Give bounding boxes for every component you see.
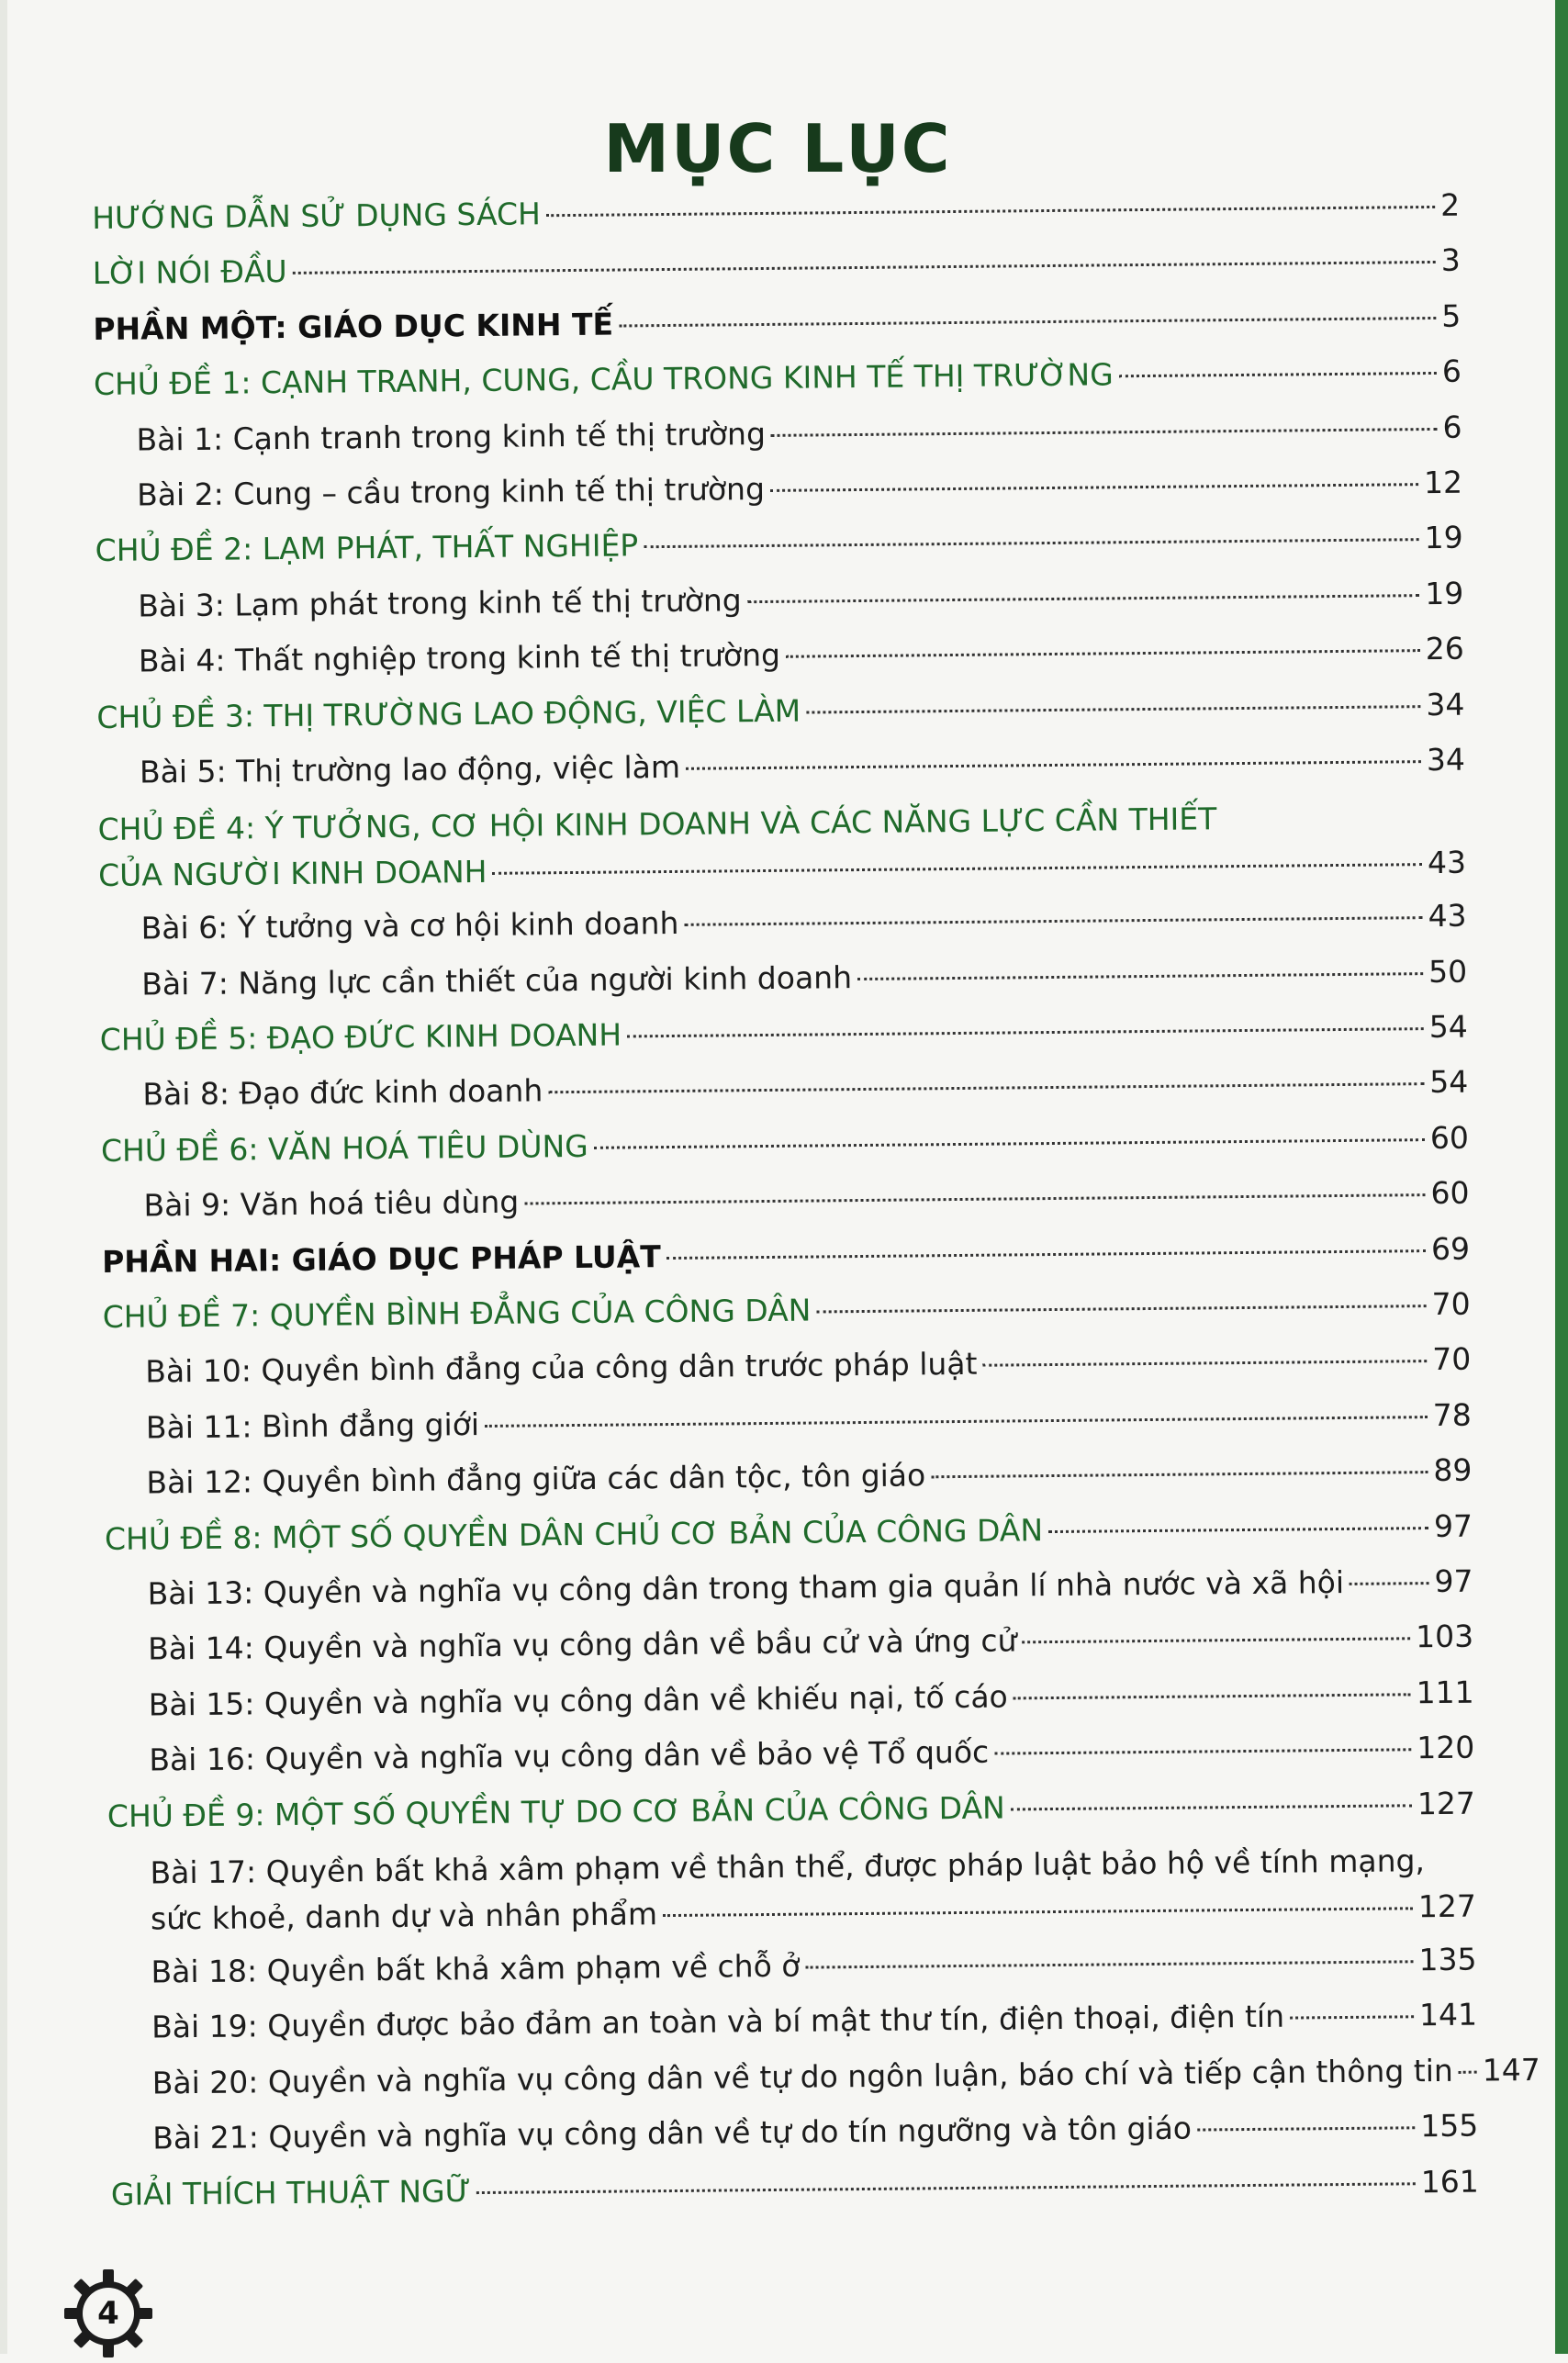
toc-entry-label: Bài 3: Lạm phát trong kinh tế thị trường bbox=[138, 581, 742, 624]
toc-entry-page: 54 bbox=[1429, 1064, 1469, 1101]
page-number: 4 bbox=[97, 2295, 119, 2332]
toc-entry-page: 135 bbox=[1418, 1941, 1477, 1978]
toc-entry-label: Bài 21: Quyền và nghĩa vụ công dân về tự do tín ngưỡng và tôn giáo bbox=[152, 2110, 1193, 2156]
toc-entry-label: Bài 8: Đạo đức kinh doanh bbox=[142, 1072, 543, 1113]
dot-leader bbox=[644, 538, 1418, 548]
toc-entry-label: CHỦ ĐỀ 7: QUYỀN BÌNH ĐẲNG CỦA CÔNG DÂN bbox=[102, 1292, 812, 1335]
toc-entry-page: 155 bbox=[1420, 2107, 1479, 2145]
toc-entry-label: Bài 1: Cạnh tranh trong kinh tế thị trường bbox=[136, 415, 767, 458]
toc-entry-page: 5 bbox=[1441, 297, 1462, 334]
toc-entry-page: 103 bbox=[1415, 1618, 1474, 1655]
toc-entry-label: Bài 12: Quyền bình đẳng giữa các dân tộc, tôn giáo bbox=[146, 1457, 926, 1501]
toc-entry-label: Bài 20: Quyền và nghĩa vụ công dân về tự do ngôn luận, báo chí và tiếp cận thông tin bbox=[151, 2052, 1453, 2101]
toc-entry-label: Bài 19: Quyền được bảo đảm an toàn và bí mật thư tín, điện thoại, điện tín bbox=[151, 1998, 1285, 2045]
dot-leader bbox=[663, 1907, 1413, 1917]
toc-entry-label: CHỦ ĐỀ 2: LẠM PHÁT, THẤT NGHIỆP bbox=[95, 527, 639, 569]
toc-entry-label: CHỦ ĐỀ 5: ĐẠO ĐỨC KINH DOANH bbox=[99, 1016, 622, 1058]
dot-leader bbox=[982, 1361, 1427, 1368]
dot-leader bbox=[619, 317, 1436, 328]
page-number-badge bbox=[62, 2268, 154, 2359]
dot-leader bbox=[806, 705, 1420, 713]
dot-leader bbox=[747, 594, 1419, 603]
toc-entry-label: PHẦN HAI: GIÁO DỤC PHÁP LUẬT bbox=[101, 1237, 661, 1280]
dot-leader bbox=[1290, 2016, 1414, 2020]
toc-entry-label: Bài 18: Quyền bất khả xâm phạm về chỗ ở bbox=[151, 1947, 801, 1990]
toc-entry-page: 54 bbox=[1428, 1008, 1468, 1046]
toc-entry-page: 12 bbox=[1423, 464, 1463, 501]
toc-entry-page: 3 bbox=[1440, 242, 1461, 279]
dot-leader bbox=[686, 760, 1421, 770]
dot-leader bbox=[1048, 1527, 1428, 1533]
toc-entry-page: 26 bbox=[1425, 630, 1464, 667]
toc-entry-label: CHỦ ĐỀ 4: Ý TƯỞNG, CƠ HỘI KINH DOANH VÀ CÁC NĂNG LỰC CẦN THIẾT bbox=[97, 801, 1217, 848]
dot-leader bbox=[1459, 2070, 1477, 2073]
toc-entry-label: PHẦN MỘT: GIÁO DỤC KINH TẾ bbox=[93, 306, 614, 347]
toc-entry-page: 6 bbox=[1441, 353, 1462, 390]
toc-entry-page: 89 bbox=[1433, 1451, 1473, 1489]
toc-entry-page: 70 bbox=[1432, 1341, 1472, 1378]
toc-entry-page: 34 bbox=[1426, 741, 1466, 778]
dot-leader bbox=[485, 1416, 1428, 1428]
toc-entry-page: 127 bbox=[1417, 1785, 1476, 1821]
dot-leader bbox=[666, 1249, 1426, 1260]
toc-entry-page: 127 bbox=[1417, 1887, 1477, 1925]
toc-entry-label-continued: sức khoẻ, danh dự và nhân phẩm bbox=[150, 1896, 658, 1937]
toc-lesson[interactable] bbox=[107, 1838, 1476, 1952]
toc-entry-page: 34 bbox=[1426, 686, 1465, 722]
dot-leader bbox=[493, 863, 1423, 875]
toc-entry-page: 70 bbox=[1431, 1285, 1471, 1323]
dot-leader bbox=[627, 1027, 1424, 1037]
toc-entry-page: 43 bbox=[1427, 844, 1467, 881]
dot-leader bbox=[1119, 372, 1437, 377]
toc-entry-label: Bài 2: Cung – cầu trong kinh tế thị trường bbox=[136, 470, 766, 513]
toc-entry-page: 2 bbox=[1439, 186, 1461, 223]
dot-leader bbox=[805, 1960, 1413, 1968]
toc-entry-label: Bài 10: Quyền bình đẳng của công dân trước pháp luật bbox=[145, 1346, 978, 1390]
toc-entry-page: 60 bbox=[1429, 1119, 1470, 1156]
dot-leader bbox=[931, 1471, 1428, 1478]
table-of-contents bbox=[92, 185, 1540, 2229]
dot-leader bbox=[770, 483, 1418, 492]
toc-entry-label: Bài 14: Quyền và nghĩa vụ công dân về bầu cử và ứng cử bbox=[147, 1622, 1017, 1667]
dot-leader bbox=[1011, 1804, 1412, 1810]
toc-entry-page: 97 bbox=[1434, 1562, 1473, 1600]
dot-leader bbox=[1350, 1582, 1429, 1585]
page-left-edge bbox=[0, 0, 7, 2354]
dot-leader bbox=[476, 2182, 1416, 2194]
toc-entry-label: GIẢI THÍCH THUẬT NGỮ bbox=[110, 2172, 472, 2212]
toc-topic[interactable] bbox=[97, 794, 1466, 908]
toc-entry-label: Bài 6: Ý tưởng và cơ hội kinh doanh bbox=[140, 905, 679, 946]
toc-entry-label: Bài 15: Quyền và nghĩa vụ công dân về khiếu nại, tố cáo bbox=[148, 1678, 1008, 1723]
dot-leader bbox=[684, 916, 1422, 926]
toc-entry-page: 60 bbox=[1430, 1174, 1470, 1212]
toc-entry-page: 78 bbox=[1432, 1396, 1472, 1433]
toc-entry-page: 141 bbox=[1418, 1996, 1478, 2033]
dot-leader bbox=[293, 261, 1436, 274]
dot-leader bbox=[771, 428, 1438, 437]
toc-entry-page: 120 bbox=[1417, 1729, 1475, 1766]
toc-entry-page: 147 bbox=[1482, 2051, 1540, 2089]
toc-entry-label: HƯỚNG DẪN SỬ DỤNG SÁCH bbox=[92, 196, 542, 236]
toc-entry-page: 111 bbox=[1416, 1674, 1474, 1710]
toc-entry-label: CHỦ ĐỀ 3: THỊ TRƯỜNG LAO ĐỘNG, VIỆC LÀM bbox=[96, 692, 801, 735]
dot-leader bbox=[1023, 1638, 1411, 1644]
dot-leader bbox=[1014, 1693, 1411, 1699]
toc-entry-label: Bài 11: Bình đẳng giới bbox=[145, 1405, 480, 1446]
dot-leader bbox=[1197, 2126, 1415, 2131]
toc-entry-label: Bài 13: Quyền và nghĩa vụ công dân trong tham gia quản lí nhà nước và xã hội bbox=[147, 1563, 1345, 1612]
toc-entry-page: 69 bbox=[1430, 1230, 1471, 1267]
toc-entry-label: Bài 7: Năng lực cần thiết của người kinh doanh bbox=[141, 958, 853, 1002]
toc-entry-page: 97 bbox=[1433, 1507, 1473, 1544]
toc-entry-page: 19 bbox=[1425, 575, 1464, 611]
toc-entry-label: CHỦ ĐỀ 6: VĂN HOÁ TIÊU DÙNG bbox=[100, 1127, 588, 1169]
dot-leader bbox=[524, 1193, 1425, 1204]
dot-leader bbox=[594, 1138, 1425, 1149]
toc-entry-label: CHỦ ĐỀ 8: MỘT SỐ QUYỀN DÂN CHỦ CƠ BẢN CỦA CÔNG DÂN bbox=[104, 1511, 1044, 1557]
toc-entry-page: 50 bbox=[1428, 953, 1468, 990]
toc-entry-label: Bài 9: Văn hoá tiêu dùng bbox=[143, 1183, 520, 1224]
dot-leader bbox=[786, 649, 1420, 658]
dot-leader bbox=[548, 1083, 1424, 1094]
cover-spine-edge bbox=[1555, 0, 1568, 2354]
dot-leader bbox=[857, 972, 1423, 980]
page-title: MỤC LỤC bbox=[603, 110, 952, 187]
toc-entry-label: Bài 4: Thất nghiệp trong kinh tế thị trường bbox=[138, 636, 781, 679]
toc-entry-label: CHỦ ĐỀ 9: MỘT SỐ QUYỀN TỰ DO CƠ BẢN CỦA CÔNG DÂN bbox=[106, 1789, 1005, 1834]
dot-leader bbox=[546, 206, 1435, 217]
toc-entry-label: CHỦ ĐỀ 1: CẠNH TRANH, CUNG, CẦU TRONG KINH TẾ THỊ TRƯỜNG bbox=[93, 356, 1114, 403]
toc-entry-label: Bài 17: Quyền bất khả xâm phạm về thân thể, được pháp luật bảo hộ về tính mạng, bbox=[150, 1842, 1426, 1891]
toc-entry-label: Bài 16: Quyền và nghĩa vụ công dân về bảo vệ Tổ quốc bbox=[149, 1733, 990, 1778]
dot-leader bbox=[994, 1748, 1411, 1754]
toc-entry-page: 161 bbox=[1420, 2163, 1479, 2200]
toc-entry-page: 6 bbox=[1442, 409, 1462, 445]
toc-entry-label: Bài 5: Thị trường lao động, việc làm bbox=[139, 748, 681, 790]
toc-entry-page: 19 bbox=[1424, 520, 1463, 556]
toc-entry-label: LỜI NÓI ĐẦU bbox=[92, 253, 287, 292]
toc-entry[interactable] bbox=[111, 2160, 1480, 2229]
toc-entry-label-continued: CỦA NGƯỜI KINH DOANH bbox=[97, 854, 487, 894]
dot-leader bbox=[816, 1305, 1426, 1313]
toc-entry-page: 43 bbox=[1428, 897, 1467, 935]
